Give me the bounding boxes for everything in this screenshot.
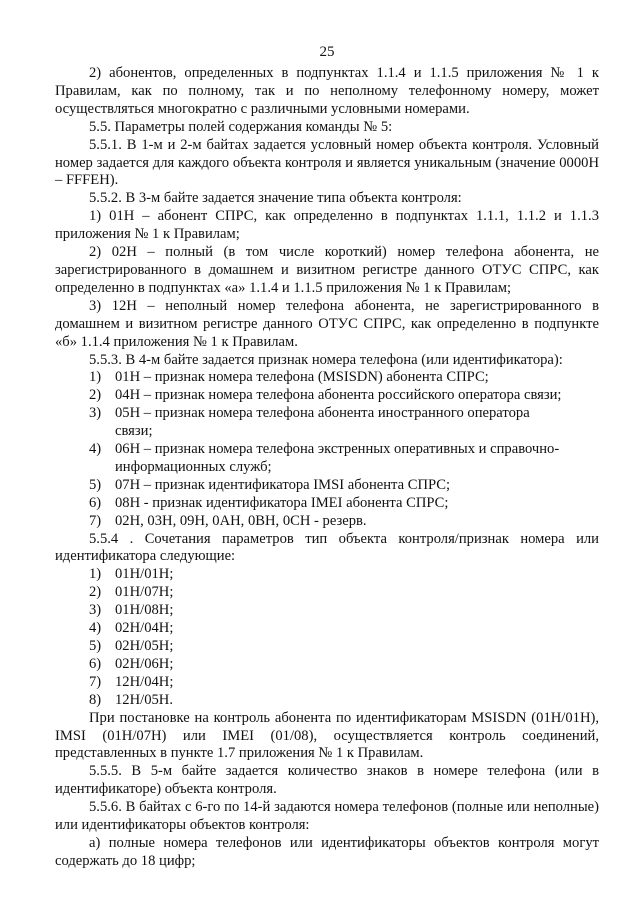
paragraph-type-01h: 1) 01Н – абонент СПРС, как определенно в подпунктах 1.1.1, 1.1.2 и 1.1.3 приложения № 1 к Правилам; (55, 208, 599, 243)
list-item-number: 6) (89, 655, 102, 672)
paragraph-full-numbers: а) полные номера телефонов или идентификаторы объектов контроля могут содержать до 18 цифр; (55, 834, 599, 869)
paragraph-5-5-5: 5.5.5. В 5-м байте задается количество знаков в номере телефона (или в идентификаторе) объекта контроля. (55, 763, 599, 798)
list-item (55, 602, 599, 620)
document-body (55, 65, 599, 871)
paragraph-5-5-4: 5.5.4 . Сочетания параметров тип объекта контроля/признак номера или идентификатора следующие: (55, 530, 599, 565)
list-item (55, 674, 599, 692)
list-item-text: 12Н/05Н. (115, 691, 173, 708)
list-item (55, 387, 599, 405)
paragraph-5-5-3: 5.5.3. В 4-м байте задается признак номера телефона (или идентификатора): (89, 351, 563, 368)
list-item-text: 01Н/07Н; (115, 584, 174, 601)
list-item-number: 2) (89, 584, 102, 601)
list-item-number: 4) (89, 441, 102, 458)
list-item-text: 02Н/06Н; (115, 655, 174, 672)
list-item-text: 01Н/08Н; (115, 602, 174, 619)
list-item (55, 656, 599, 674)
paragraph-5-5-2: 5.5.2. В 3-м байте задается значение типа объекта контроля: (89, 190, 462, 207)
list-item-text: 01Н/01Н; (115, 566, 174, 583)
paragraph-5-5-heading: 5.5. Параметры полей содержания команды № 5: (89, 118, 393, 135)
list-item-text: 01Н – признак номера телефона (MSISDN) абонента СПРС; (115, 369, 489, 386)
list-item-text: 02Н/05Н; (115, 638, 174, 654)
paragraph-subscribers-multiple: 2) абонентов, определенных в подпунктах 1.1.4 и 1.1.5 приложения № 1 к Правилам, как по полному, так и по неполному телефонному номеру, может осуществляться многократно с различными условными номерами. (55, 65, 599, 117)
list-item-number: 1) (89, 369, 102, 386)
list-item-number: 4) (89, 620, 102, 637)
list-item-number: 2) (89, 387, 102, 404)
paragraph-type-02h: 2) 02Н – полный (в том числе короткий) номер телефона абонента, не зарегистрированного в домашнем и визитном регистре данного ОТУС СПРС, как определенно в подпунктах «а» 1.1.4 и 1.1.5 приложения № 1 к Правилам; (55, 244, 599, 296)
list-item-number: 7) (89, 512, 102, 529)
list-item-number: 6) (89, 494, 102, 511)
list-item-text: 08Н - признак идентификатора IMEI абонента СПРС; (115, 494, 449, 511)
paragraph-5-5-6: 5.5.6. В байтах с 6-го по 14-й задаются номера телефонов (полные или неполные) или идентификаторы объектов контроля: (55, 799, 599, 834)
list-item-text: 05Н – признак номера телефона абонента иностранного оператора связи; (115, 405, 530, 440)
list-item-number: 7) (89, 673, 102, 690)
list-item-text: 07Н – признак идентификатора IMSI абонента СПРС; (115, 476, 451, 493)
paragraph-identifier-control: При постановке на контроль абонента по идентификаторам MSISDN (01H/01H), IMSI (01H/07H) или IMEI (01/08), осуществляется контроль соединений, представленных в пункте 1.7 приложения № 1 к Правилам. (55, 709, 599, 762)
list-item-text: 02Н/04Н; (115, 620, 174, 637)
list-item-text: 06Н – признак номера телефона экстренных оперативных и справочно-информационных служб; (115, 441, 560, 475)
list-item (55, 566, 599, 584)
list-item (55, 405, 599, 441)
list-item (55, 441, 599, 477)
page-number: 25 (319, 44, 335, 60)
list-item (55, 584, 599, 602)
list-item-text: 12Н/04Н; (115, 673, 174, 690)
list-item-number: 3) (89, 405, 102, 422)
list-item (55, 620, 599, 638)
list-item (55, 495, 599, 513)
list-item-text: 02Н, 03Н, 09Н, 0АН, 0ВН, 0СН - резерв. (115, 512, 367, 529)
list-item (55, 513, 599, 531)
list-item (55, 477, 599, 495)
list-item (55, 369, 599, 387)
list-item (55, 692, 599, 710)
paragraph-type-12h: 3) 12Н – неполный номер телефона абонента, не зарегистрированного в домашнем и визитном регистре данного ОТУС СПРС, как определенно в подпункте «б» 1.1.4 приложения № 1 к Правилам. (55, 297, 599, 350)
list-item-number: 1) (89, 566, 102, 583)
list-item-number: 5) (89, 476, 102, 493)
paragraph-5-5-1: 5.5.1. В 1-м и 2-м байтах задается условный номер объекта контроля. Условный номер задается для каждого объекта контроля и является уникальным (значение 0000H – FFFEH). (55, 136, 599, 189)
list-item-number: 8) (89, 691, 102, 708)
list-item-text: 04Н – признак номера телефона абонента российского оператора связи; (115, 387, 562, 404)
list-item-number: 3) (89, 602, 102, 619)
list-item (55, 638, 599, 656)
list-item-number: 5) (89, 638, 102, 654)
